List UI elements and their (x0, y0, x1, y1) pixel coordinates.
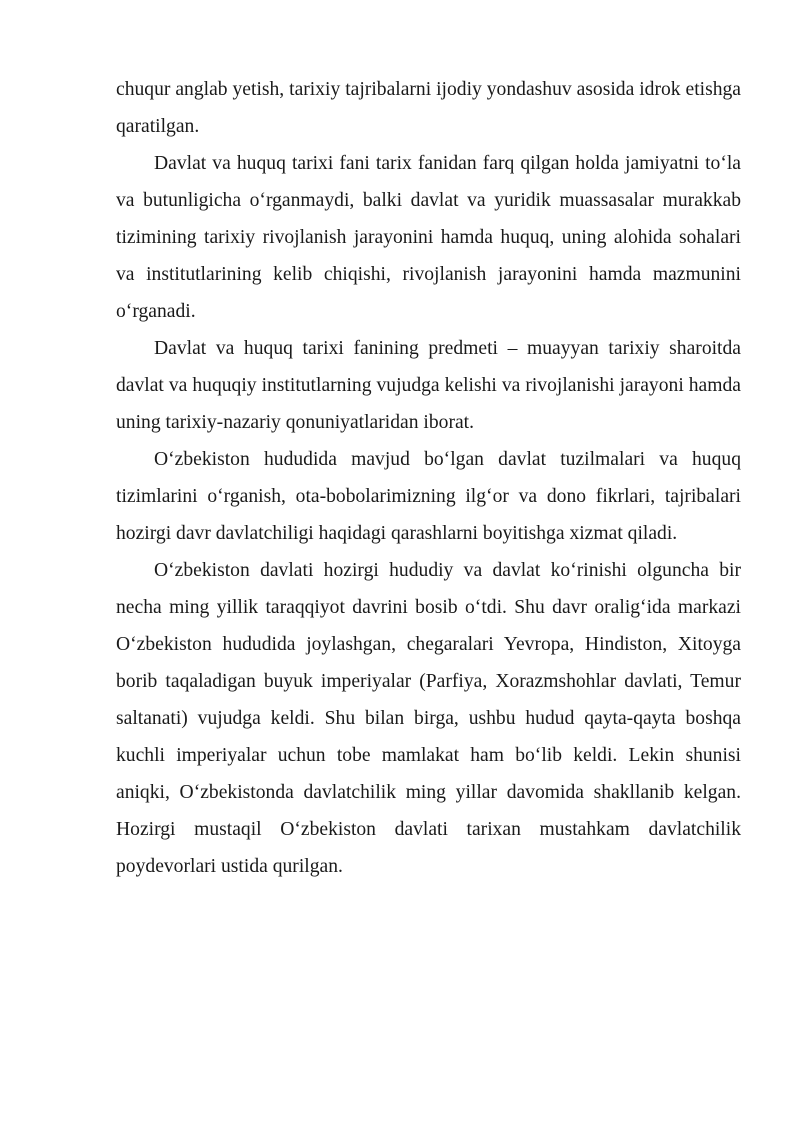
paragraph-study-purpose: O‘zbekiston hududida mavjud bo‘lgan davlat tuzilmalari va huquq tizimlarini o‘rganish, ota-bobolarimizning ilg‘or va dono fikrlari, tajribalari hozirgi davr davlatchiligi haqidagi qarashlarni boyitishga xizmat qiladi. (116, 449, 741, 544)
paragraph-subject-scope: Davlat va huquq tarixi fani tarix fanidan farq qilgan holda jamiyatni to‘la va butunligicha o‘rganmaydi, balki davlat va yuridik muassasalar murakkab tizimining tarixiy rivojlanish jarayonini hamda huquq, uning alohida sohalari va institutlarining kelib chiqishi, rivojlanish jarayonini hamda mazmunini o‘rganadi. (116, 153, 741, 322)
paragraph-continuation: chuqur anglab yetish, tarixiy tajribalarni ijodiy yondashuv asosida idrok etishga qaratilgan. (116, 79, 741, 137)
document-page (116, 71, 741, 885)
paragraph-subject-definition: Davlat va huquq tarixi fanining predmeti – muayyan tarixiy sharoitda davlat va huquqiy institutlarning vujudga kelishi va rivojlanishi jarayoni hamda uning tarixiy-nazariy qonuniyatlaridan iborat. (116, 338, 741, 433)
paragraph-uzbek-statehood: O‘zbekiston davlati hozirgi hududiy va davlat ko‘rinishi olguncha bir necha ming yillik taraqqiyot davrini bosib o‘tdi. Shu davr oralig‘ida markazi O‘zbekiston hududida joylashgan, chegaralari Yevropa, Hindiston, Xitoyga borib taqaladigan buyuk imperiyalar (Parfiya, Xorazmshohlar davlati, Temur saltanati) vujudga keldi. Shu bilan birga, ushbu hudud qayta-qayta boshqa kuchli imperiyalar uchun tobe mamlakat ham bo‘lib keldi. Lekin shunisi aniqki, O‘zbekistonda davlatchilik ming yillar davomida shakllanib kelgan. Hozirgi mustaqil O‘zbekiston davlati tarixan mustahkam davlatchilik poydevorlari ustida qurilgan. (116, 560, 741, 877)
